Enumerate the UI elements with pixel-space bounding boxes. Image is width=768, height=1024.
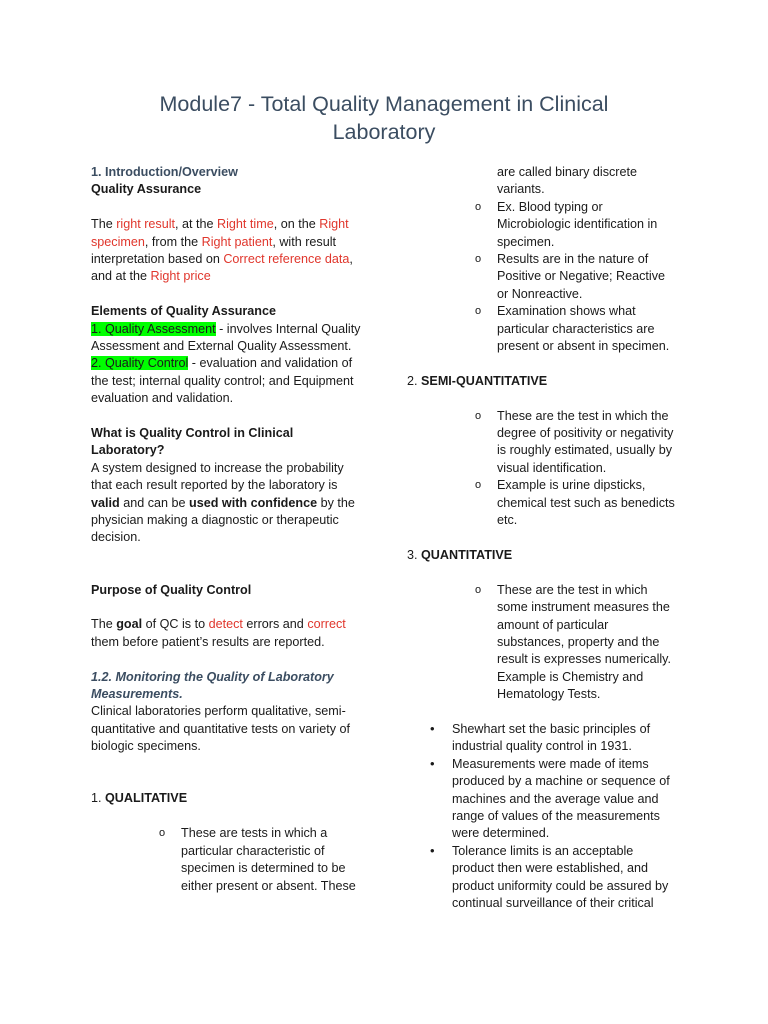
semi-quantitative-list [475,408,677,530]
list-item: o Results are in the nature of Positive or Negative; Reactive or Nonreactive. [475,252,665,301]
qc-definition: A system designed to increase the probability that each result reported by the laboratory is valid and can be used with confidence by the physician making a diagnostic or therapeutic decision. [91,460,355,545]
list-item: o Example is urine dipsticks, chemical test such as benedicts etc. [475,478,675,528]
left-column [91,164,363,895]
qualitative-list [159,825,363,895]
right-column [407,164,677,912]
purpose-paragraph: The goal of QC is to detect errors and correct them before patient’s results are reported. [91,617,346,649]
monitoring-heading: 1.2. Monitoring the Quality of Laboratory Measurements. [91,669,334,702]
red-term: Right time [217,217,274,232]
circle-bullet-icon: o [475,200,482,213]
shewhart-list [430,720,677,912]
circle-bullet-icon: o [159,827,166,840]
red-term: Right specimen [91,217,349,249]
elements-heading: Elements of Quality Assurance [91,304,277,319]
highlight-quality-assessment: 1. Quality Assessment [91,321,216,336]
list-item: o Ex. Blood typing or Microbiologic identification in specimen. [475,199,658,249]
highlight-quality-control: 2. Quality Control [91,356,189,371]
disc-bullet-icon: • [430,755,435,771]
circle-bullet-icon: o [475,409,482,422]
circle-bullet-icon: o [475,305,482,318]
list-item: • Tolerance limits is an acceptable product then were established, and product uniformity could be assured by continual surveillance of their critical [430,842,669,910]
qualitative-list-continued [475,164,677,355]
quantitative-heading: 3. QUANTITATIVE [407,547,513,562]
red-term: right result [116,217,175,232]
document-title [90,90,678,146]
qa-paragraph: The right result, at the Right time, on the Right specimen, from the Right patient, with result interpretation based on Correct reference data, and at the Right price [91,217,353,284]
list-item: o These are tests in which a particular characteristic of specimen is determined to be either present or absent. These [159,826,356,893]
red-term: Right price [150,269,211,284]
disc-bullet-icon: • [430,720,435,736]
intro-heading: 1. Introduction/Overview [91,165,238,179]
list-item: • Measurements were made of items produced by a machine or sequence of machines and the average value and range of values of the measurements were determined. [430,755,670,841]
red-term: Correct reference data [223,252,350,267]
list-item: o These are the test in which some instrument measures the amount of particular substances, property and the result is expresses numerically. Example is Chemistry and Hematology Tests. [475,582,672,702]
circle-bullet-icon: o [475,253,482,266]
circle-bullet-icon: o [475,479,482,492]
list-item: o Examination shows what particular characteristics are present or absent in specimen. [475,304,670,354]
title-line-2: Laboratory [332,120,436,144]
quantitative-list [475,582,677,704]
monitoring-paragraph: Clinical laboratories perform qualitative, semi-quantitative and quantitative tests on variety of biologic specimens. [91,704,351,754]
list-item: • Shewhart set the basic principles of industrial quality control in 1931. [430,720,651,754]
element-2: 2. Quality Control - evaluation and validation of the test; internal quality control; and Equipment evaluation and validation. [91,356,354,406]
red-term: Right patient [201,234,273,249]
title-line-1: Module7 - Total Quality Management in Clinical [159,92,609,116]
element-1: 1. Quality Assessment - involves Internal Quality Assessment and External Quality Assessment. [91,321,361,354]
qa-heading: Quality Assurance [91,182,202,197]
qualitative-heading: 1. QUALITATIVE [91,791,188,806]
list-item: are called binary discrete variants. [497,165,638,197]
circle-bullet-icon: o [475,583,482,596]
qc-question-heading: What is Quality Control in Clinical Laboratory? [91,426,294,458]
list-item: o These are the test in which the degree of positivity or negativity is roughly estimated, usually by visual identification. [475,408,674,475]
purpose-heading: Purpose of Quality Control [91,582,252,597]
semi-quantitative-heading: 2. SEMI-QUANTITATIVE [407,373,548,388]
disc-bullet-icon: • [430,842,435,858]
